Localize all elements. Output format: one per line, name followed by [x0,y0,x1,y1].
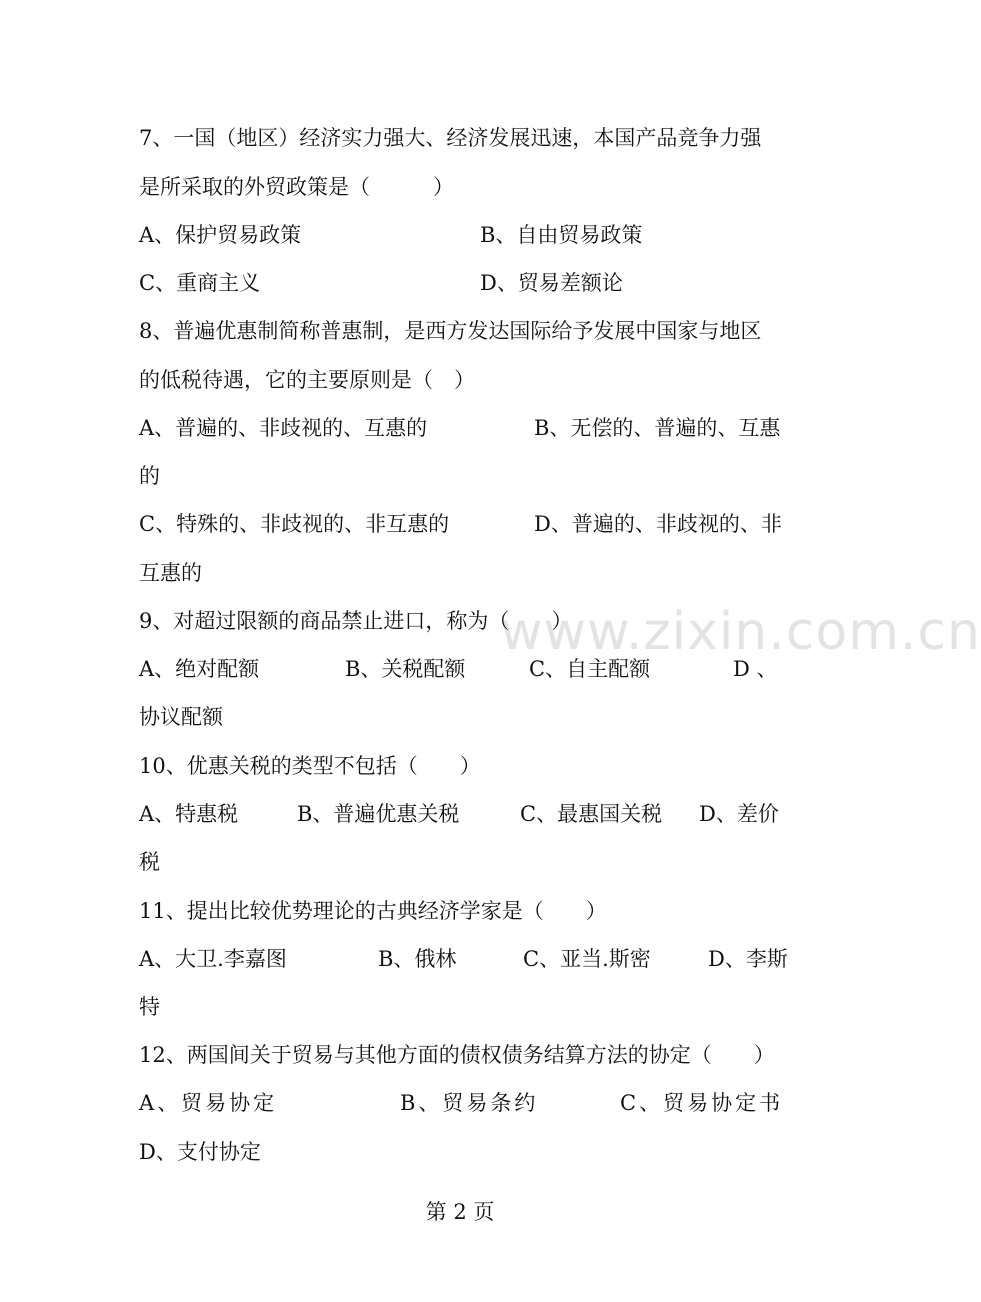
question-stem-line: 10、优惠关税的类型不包括（ ） [139,754,481,778]
option-d-continued: 互惠的 [139,561,202,585]
option-c: C、自主配额 [529,657,651,681]
option-d-continued: 税 [139,850,160,874]
watermark: www.zixin.com.cn [500,602,981,662]
question-stem-line: 是所采取的外贸政策是（ ） [139,175,454,199]
option-c: C、特殊的、非歧视的、非互惠的 [139,512,450,536]
option-d-continued: 协议配额 [139,705,223,729]
option-c: C、贸易协定书 [620,1091,784,1115]
option-c: C、最惠国关税 [520,802,663,826]
question-stem-line: 12、两国间关于贸易与其他方面的债权债务结算方法的协定（ ） [139,1043,775,1067]
question-stem-line: 的低税待遇，它的主要原则是（ ） [139,368,475,392]
question-stem-line: 8、普遍优惠制简称普惠制，是西方发达国际给予发展中国家与地区 [139,319,762,343]
option-b: B、贸易条约 [400,1091,539,1115]
option-c: C、亚当.斯密 [523,947,651,971]
option-a: A、保护贸易政策 [139,223,302,247]
option-c: C、重商主义 [139,271,261,295]
option-b: B、关税配额 [345,657,466,681]
option-b: B、普遍优惠关税 [297,802,460,826]
question-stem-line: 7、一国（地区）经济实力强大、经济发展迅速，本国产品竞争力强 [139,126,762,150]
option-b-continued: 的 [139,464,160,488]
option-d: D、李斯 [708,947,788,971]
option-d: D、支付协定 [139,1140,261,1164]
option-a: A、普遍的、非歧视的、互惠的 [139,416,428,440]
option-d: D、差价 [699,802,779,826]
question-stem-line: 11、提出比较优势理论的古典经济学家是（ ） [139,899,607,923]
option-a: A、贸易协定 [139,1091,278,1115]
option-a: A、特惠税 [139,802,239,826]
option-d: D、普遍的、非歧视的、非 [534,512,782,536]
option-b: B、俄林 [378,947,457,971]
option-d-continued: 特 [139,995,160,1019]
option-a: A、大卫.李嘉图 [139,947,287,971]
option-b: B、自由贸易政策 [480,223,643,247]
option-a: A、绝对配额 [139,657,260,681]
option-b: B、无偿的、普遍的、互惠 [534,416,781,440]
question-stem-line: 9、对超过限额的商品禁止进口，称为（ ） [139,609,573,633]
page-number: 第 2 页 [425,1200,495,1224]
option-d: D、贸易差额论 [480,271,623,295]
option-d: D 、 [733,657,778,681]
